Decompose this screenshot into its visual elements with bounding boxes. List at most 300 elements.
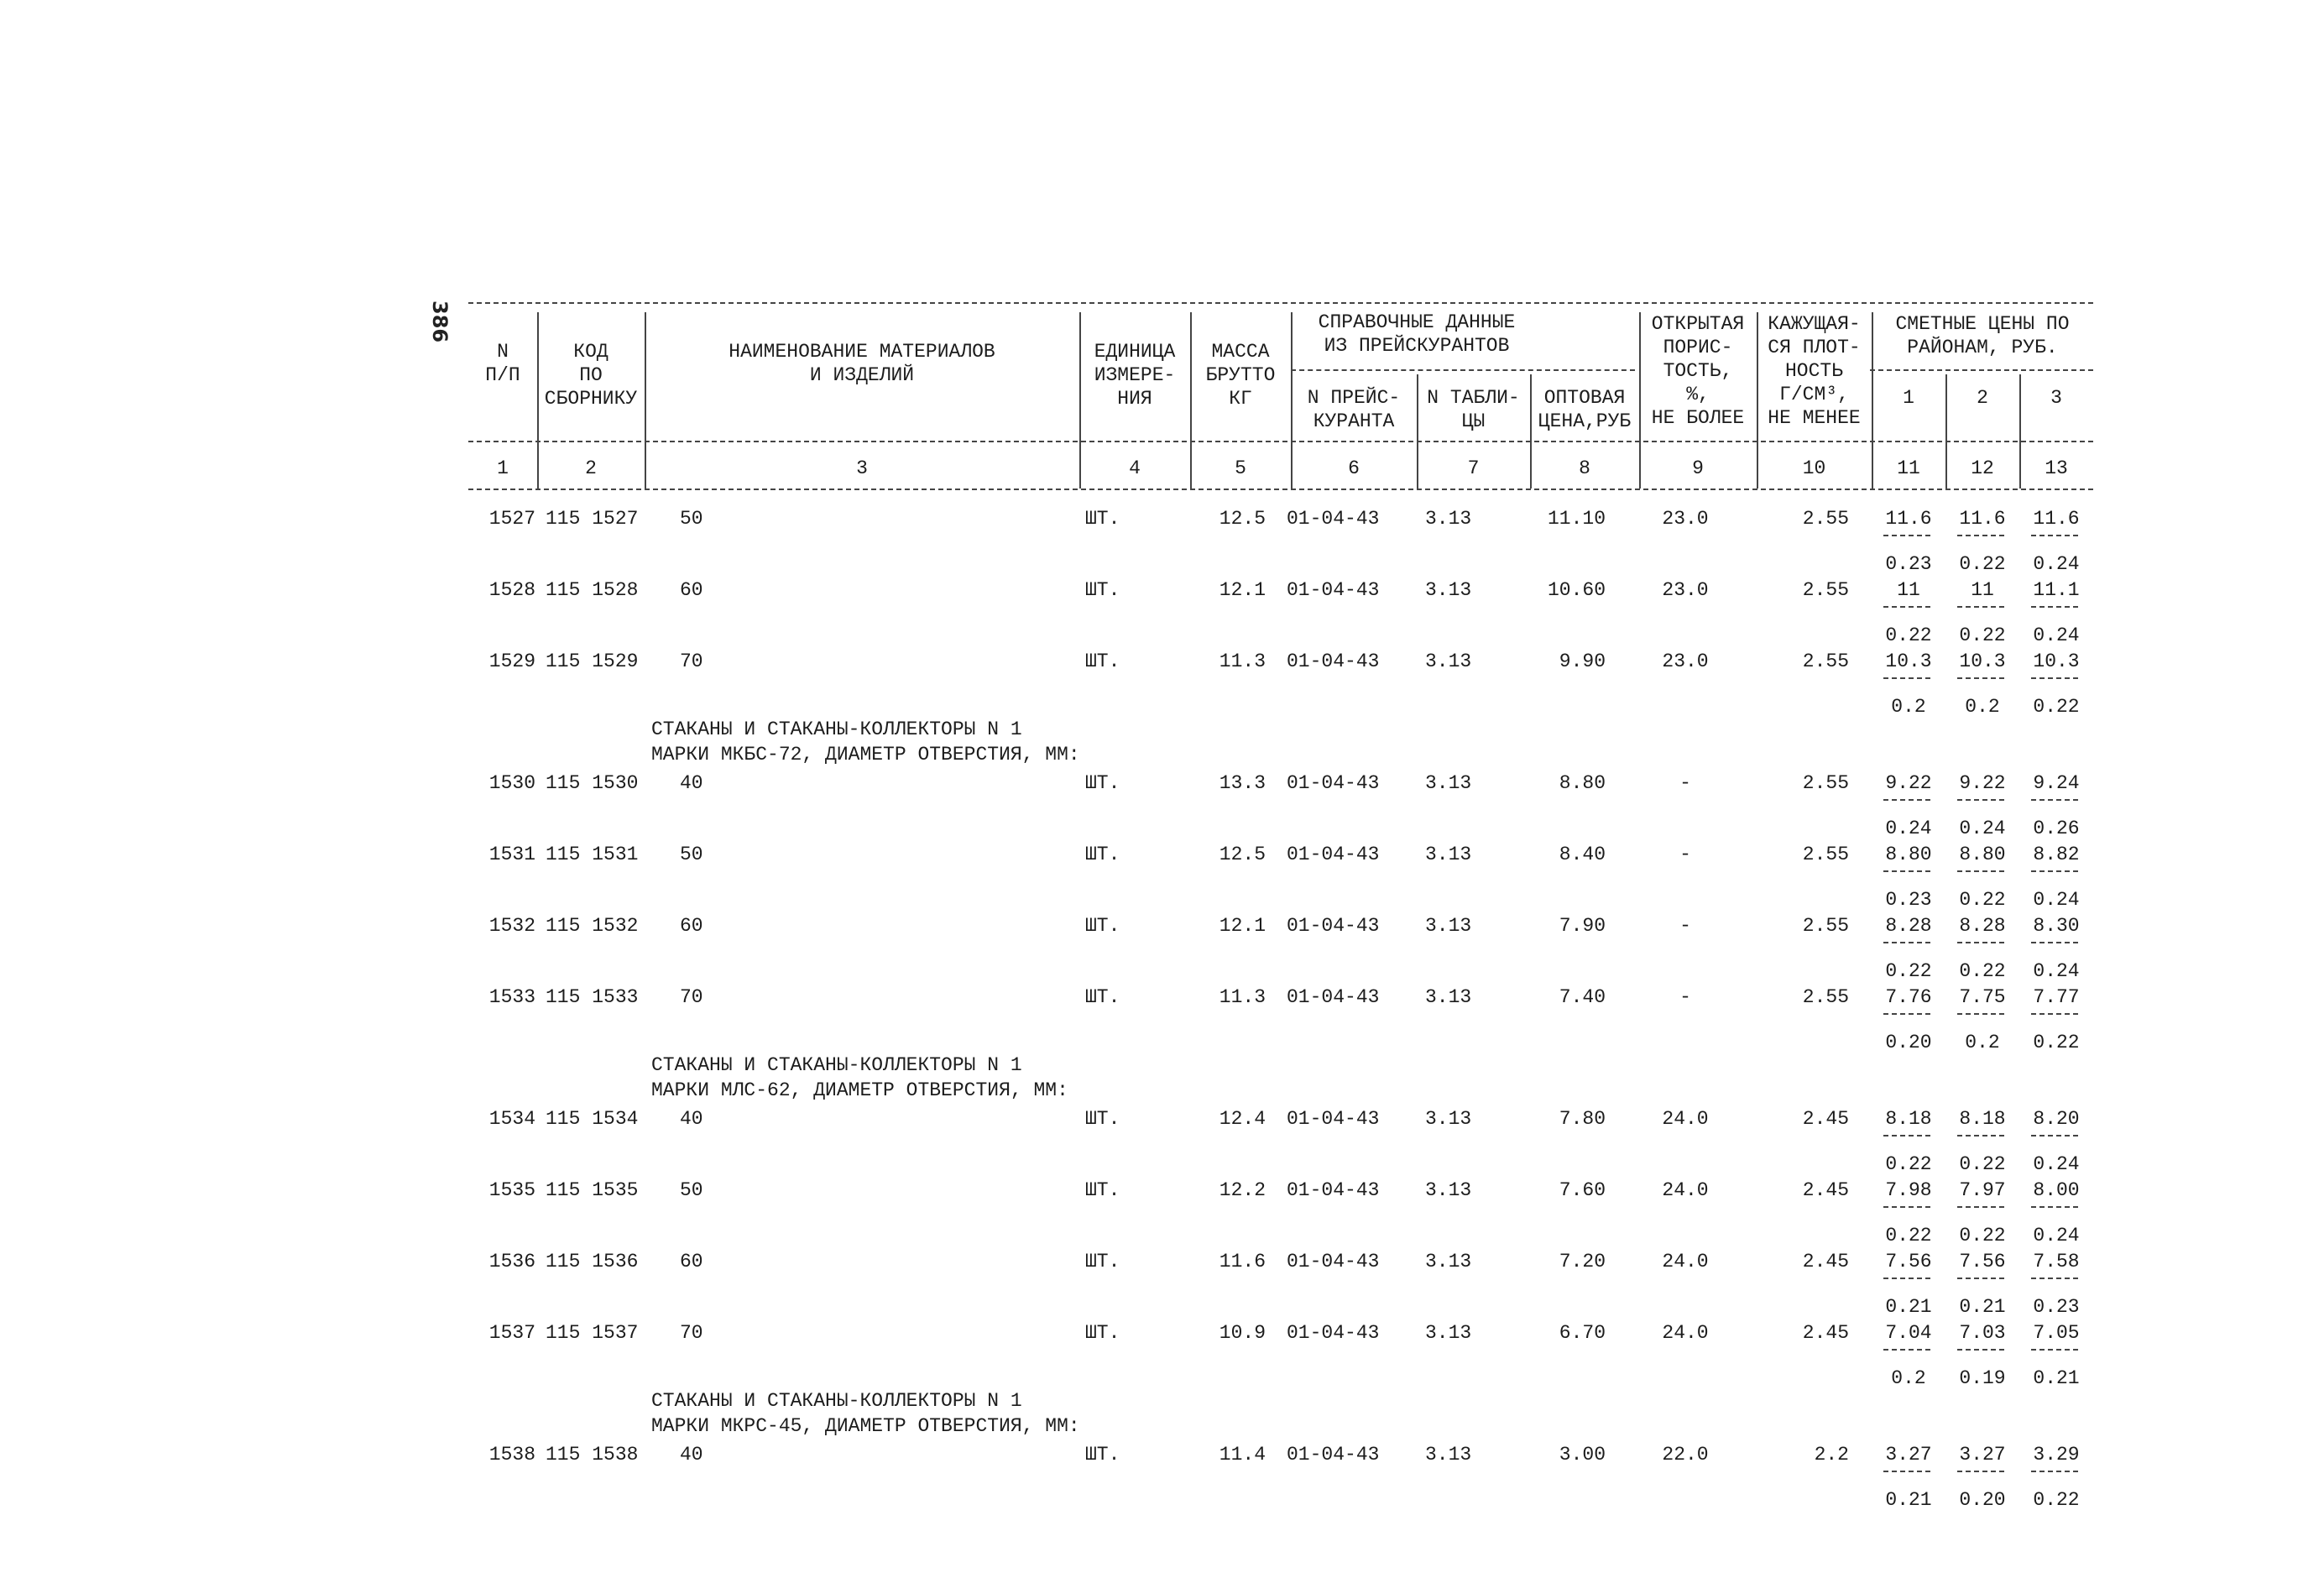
price-p1	[1875, 1108, 1942, 1178]
cell-wholesale: 7.80	[1559, 1108, 1606, 1130]
fraction-bar	[2031, 1349, 2078, 1351]
fraction-bar	[1883, 1471, 1930, 1472]
col-number: 6	[1348, 457, 1360, 479]
cell-wholesale: 7.90	[1559, 915, 1606, 937]
cell-price-list: 01-04-43	[1287, 579, 1380, 601]
price-value: 11	[1971, 579, 1994, 601]
price-sub-value: 0.22	[1885, 960, 1932, 982]
cell-unit: ШТ.	[1085, 986, 1120, 1008]
fraction-bar	[2031, 1278, 2078, 1279]
fraction-bar	[1883, 1135, 1930, 1136]
fraction-bar	[1957, 1135, 2004, 1136]
col-number: 1	[497, 457, 509, 479]
cell-price-list: 01-04-43	[1287, 1179, 1380, 1201]
cell-porosity: 24.0	[1662, 1322, 1709, 1344]
cell-wholesale: 9.90	[1559, 651, 1606, 672]
price-sub-value: 0.22	[1959, 553, 2006, 575]
price-p1	[1875, 508, 1942, 578]
price-sub-value: 0.22	[2033, 1032, 2080, 1053]
cell-unit: ШТ.	[1085, 1322, 1120, 1344]
cell-wholesale: 8.80	[1559, 772, 1606, 794]
section-line: СТАКАНЫ И СТАКАНЫ-КОЛЛЕКТОРЫ N 1	[651, 1054, 1022, 1076]
fraction-bar	[1957, 606, 2004, 608]
cell-table: 3.13	[1425, 1322, 1472, 1344]
cell-table: 3.13	[1425, 772, 1472, 794]
price-p3	[2023, 508, 2090, 578]
price-sub-value: 0.20	[1885, 1032, 1932, 1053]
price-sub-value: 0.22	[1959, 624, 2006, 646]
price-value: 3.29	[2033, 1444, 2080, 1466]
price-p1	[1875, 986, 1942, 1057]
price-sub-value: 0.24	[2033, 624, 2080, 646]
cell-unit: ШТ.	[1085, 772, 1120, 794]
cell-table: 3.13	[1425, 1179, 1472, 1201]
cell-porosity: 23.0	[1662, 508, 1709, 530]
price-sub-value: 0.21	[1959, 1296, 2006, 1318]
cell-code: 115 1527	[546, 508, 639, 530]
fraction-bar	[1957, 677, 2004, 679]
fraction-bar	[1957, 1013, 2004, 1015]
price-sub-value: 0.24	[2033, 960, 2080, 982]
cell-wholesale: 7.60	[1559, 1179, 1606, 1201]
cell-mass: 13.3	[1219, 772, 1266, 794]
price-sub-value: 0.22	[1885, 1225, 1932, 1246]
price-p1	[1875, 772, 1942, 843]
price-p2	[1949, 508, 2016, 578]
cell-density: 2.45	[1802, 1322, 1849, 1344]
price-value: 8.80	[1885, 844, 1932, 865]
cell-n: 1527	[488, 508, 535, 530]
cell-wholesale: 11.10	[1547, 508, 1606, 530]
price-p2	[1949, 1251, 2016, 1321]
price-sub-value: 0.2	[1891, 696, 1926, 718]
cell-table: 3.13	[1425, 844, 1472, 865]
fraction-bar	[1957, 870, 2004, 872]
price-p2	[1949, 772, 2016, 843]
header-col11: 1	[1903, 387, 1914, 409]
price-sub-value: 0.22	[2033, 1489, 2080, 1511]
section-line: СТАКАНЫ И СТАКАНЫ-КОЛЛЕКТОРЫ N 1	[651, 1390, 1022, 1412]
price-p1	[1875, 1179, 1942, 1250]
header-col12: 2	[1977, 387, 1988, 409]
cell-unit: ШТ.	[1085, 1108, 1120, 1130]
price-value: 7.03	[1959, 1322, 2006, 1344]
header-col10: КАЖУЩАЯ- СЯ ПЛОТ- НОСТЬ Г/СМ³, НЕ МЕНЕЕ	[1768, 313, 1861, 429]
cell-porosity: 22.0	[1662, 1444, 1709, 1466]
cell-porosity: 23.0	[1662, 579, 1709, 601]
price-value: 7.76	[1885, 986, 1932, 1008]
cell-porosity: -	[1679, 986, 1691, 1008]
price-value: 7.56	[1885, 1251, 1932, 1272]
fraction-bar	[2031, 942, 2078, 943]
cell-code: 115 1536	[546, 1251, 639, 1272]
cell-price-list: 01-04-43	[1287, 1322, 1380, 1344]
cell-price-list: 01-04-43	[1287, 986, 1380, 1008]
fraction-bar	[1883, 1013, 1930, 1015]
price-p3	[2023, 772, 2090, 843]
table-row	[468, 1444, 2093, 1511]
table-row	[468, 1108, 2093, 1175]
col-number: 8	[1579, 457, 1590, 479]
price-p3	[2023, 1108, 2090, 1178]
price-value: 7.98	[1885, 1179, 1932, 1201]
cell-wholesale: 7.20	[1559, 1251, 1606, 1272]
price-p3	[2023, 651, 2090, 721]
cell-n: 1535	[488, 1179, 535, 1201]
header-col7: N ТАБЛИ- ЦЫ	[1427, 387, 1520, 432]
price-value: 11.1	[2033, 579, 2080, 601]
cell-code: 115 1531	[546, 844, 639, 865]
cell-price-list: 01-04-43	[1287, 1251, 1380, 1272]
price-sub-value: 0.23	[1885, 553, 1932, 575]
cell-unit: ШТ.	[1085, 579, 1120, 601]
cell-table: 3.13	[1425, 1444, 1472, 1466]
price-p3	[2023, 915, 2090, 985]
cell-wholesale: 8.40	[1559, 844, 1606, 865]
fraction-bar	[1957, 1349, 2004, 1351]
cell-code: 115 1534	[546, 1108, 639, 1130]
table-row	[468, 772, 2093, 839]
header-col4: ЕДИНИЦА ИЗМЕРЕ- НИЯ	[1094, 341, 1176, 410]
col-number: 12	[1971, 457, 1994, 479]
price-sub-value: 0.24	[1959, 818, 2006, 839]
price-value: 7.56	[1959, 1251, 2006, 1272]
fraction-bar	[1883, 1349, 1930, 1351]
fraction-bar	[1883, 1206, 1930, 1208]
price-p2	[1949, 1444, 2016, 1514]
price-p3	[2023, 1322, 2090, 1393]
price-value: 3.27	[1885, 1444, 1932, 1466]
cell-unit: ШТ.	[1085, 651, 1120, 672]
fraction-bar	[1883, 1278, 1930, 1279]
price-sub-value: 0.23	[2033, 1296, 2080, 1318]
price-p1	[1875, 915, 1942, 985]
price-value: 9.22	[1885, 772, 1932, 794]
cell-unit: ШТ.	[1085, 508, 1120, 530]
cell-code: 115 1533	[546, 986, 639, 1008]
cell-name: 70	[680, 1322, 703, 1344]
cell-wholesale: 3.00	[1559, 1444, 1606, 1466]
price-p2	[1949, 986, 2016, 1057]
table-row	[468, 579, 2093, 646]
price-sub-value: 0.24	[2033, 1153, 2080, 1175]
price-sub-value: 0.22	[1885, 624, 1932, 646]
fraction-bar	[1957, 1206, 2004, 1208]
col-number: 13	[2045, 457, 2068, 479]
cell-density: 2.55	[1802, 508, 1849, 530]
price-value: 3.27	[1959, 1444, 2006, 1466]
cell-unit: ШТ.	[1085, 1444, 1120, 1466]
fraction-bar	[2031, 1206, 2078, 1208]
fraction-bar	[2031, 870, 2078, 872]
cell-density: 2.55	[1802, 579, 1849, 601]
price-sub-value: 0.2	[1965, 1032, 2000, 1053]
price-p1	[1875, 1251, 1942, 1321]
price-table	[468, 294, 2093, 1511]
price-p3	[2023, 1179, 2090, 1250]
price-sub-value: 0.2	[1891, 1367, 1926, 1389]
header-mid-rule	[468, 441, 2093, 442]
table-row	[468, 915, 2093, 982]
fraction-bar	[1957, 942, 2004, 943]
header-col9: ОТКРЫТАЯ ПОРИС- ТОСТЬ, %, НЕ БОЛЕЕ	[1651, 313, 1745, 429]
price-sub-value: 0.22	[2033, 696, 2080, 718]
price-sub-value: 0.23	[1885, 889, 1932, 911]
table-row	[468, 844, 2093, 911]
cell-name: 50	[680, 508, 703, 530]
price-sub-value: 0.2	[1965, 696, 2000, 718]
cell-table: 3.13	[1425, 1108, 1472, 1130]
table-row	[468, 1179, 2093, 1246]
cell-mass: 12.5	[1219, 844, 1266, 865]
price-p2	[1949, 1322, 2016, 1393]
cell-density: 2.45	[1802, 1251, 1849, 1272]
cell-mass: 12.2	[1219, 1179, 1266, 1201]
fraction-bar	[1883, 535, 1930, 536]
cell-table: 3.13	[1425, 579, 1472, 601]
price-p2	[1949, 1179, 2016, 1250]
cell-mass: 11.4	[1219, 1444, 1266, 1466]
price-value: 11.6	[2033, 508, 2080, 530]
section-line: МАРКИ МЛС-62, ДИАМЕТР ОТВЕРСТИЯ, ММ:	[651, 1079, 1068, 1101]
cell-table: 3.13	[1425, 915, 1472, 937]
header-col3: НАИМЕНОВАНИЕ МАТЕРИАЛОВ И ИЗДЕЛИЙ	[729, 341, 995, 386]
cell-mass: 12.1	[1219, 579, 1266, 601]
cell-n: 1538	[488, 1444, 535, 1466]
cell-name: 70	[680, 651, 703, 672]
price-p1	[1875, 1322, 1942, 1393]
cell-porosity: -	[1679, 844, 1691, 865]
fraction-bar	[1957, 535, 2004, 536]
cell-code: 115 1537	[546, 1322, 639, 1344]
cell-wholesale: 7.40	[1559, 986, 1606, 1008]
fraction-bar	[1957, 1471, 2004, 1472]
cell-n: 1533	[488, 986, 535, 1008]
cell-n: 1537	[488, 1322, 535, 1344]
header-top-rule	[468, 302, 2093, 304]
fraction-bar	[2031, 1135, 2078, 1136]
cell-unit: ШТ.	[1085, 915, 1120, 937]
cell-table: 3.13	[1425, 651, 1472, 672]
header-col6: N ПРЕЙС- КУРАНТА	[1307, 387, 1401, 432]
cell-name: 60	[680, 1251, 703, 1272]
fraction-bar	[1957, 799, 2004, 801]
cell-porosity: 23.0	[1662, 651, 1709, 672]
cell-price-list: 01-04-43	[1287, 1108, 1380, 1130]
price-p3	[2023, 1251, 2090, 1321]
cell-density: 2.55	[1802, 915, 1849, 937]
price-p3	[2023, 986, 2090, 1057]
price-p3	[2023, 1444, 2090, 1514]
price-sub-value: 0.24	[1885, 818, 1932, 839]
fraction-bar	[2031, 535, 2078, 536]
fraction-bar	[2031, 799, 2078, 801]
cell-porosity: 24.0	[1662, 1179, 1709, 1201]
page-number: 386	[428, 300, 452, 343]
cell-density: 2.55	[1802, 772, 1849, 794]
price-p2	[1949, 844, 2016, 914]
price-value: 7.77	[2033, 986, 2080, 1008]
cell-price-list: 01-04-43	[1287, 508, 1380, 530]
price-value: 8.00	[2033, 1179, 2080, 1201]
cell-wholesale: 6.70	[1559, 1322, 1606, 1344]
cell-code: 115 1535	[546, 1179, 639, 1201]
header-col13: 3	[2050, 387, 2062, 409]
price-sub-value: 0.24	[2033, 1225, 2080, 1246]
price-value: 7.58	[2033, 1251, 2080, 1272]
price-p3	[2023, 844, 2090, 914]
cell-density: 2.45	[1802, 1108, 1849, 1130]
cell-code: 115 1530	[546, 772, 639, 794]
price-value: 11.6	[1959, 508, 2006, 530]
price-value: 8.18	[1959, 1108, 2006, 1130]
cell-mass: 11.3	[1219, 986, 1266, 1008]
cell-name: 60	[680, 579, 703, 601]
cell-price-list: 01-04-43	[1287, 915, 1380, 937]
cell-price-list: 01-04-43	[1287, 651, 1380, 672]
price-p1	[1875, 651, 1942, 721]
section-line: СТАКАНЫ И СТАКАНЫ-КОЛЛЕКТОРЫ N 1	[651, 718, 1022, 740]
price-sub-value: 0.22	[1959, 960, 2006, 982]
cell-n: 1531	[488, 844, 535, 865]
price-sub-value: 0.19	[1959, 1367, 2006, 1389]
cell-n: 1528	[488, 579, 535, 601]
cell-density: 2.55	[1802, 986, 1849, 1008]
header-col1: N П/П	[485, 341, 520, 386]
price-group-rule	[1870, 369, 2093, 371]
price-value: 10.3	[2033, 651, 2080, 672]
price-value: 9.22	[1959, 772, 2006, 794]
cell-porosity: -	[1679, 915, 1691, 937]
col-number: 9	[1692, 457, 1704, 479]
cell-mass: 12.5	[1219, 508, 1266, 530]
cell-unit: ШТ.	[1085, 1251, 1120, 1272]
cell-mass: 10.9	[1219, 1322, 1266, 1344]
header-price-group: СМЕТНЫЕ ЦЕНЫ ПО РАЙОНАМ, РУБ.	[1895, 313, 2070, 358]
cell-n: 1536	[488, 1251, 535, 1272]
price-sub-value: 0.24	[2033, 889, 2080, 911]
header-bottom-rule	[468, 489, 2093, 490]
price-p3	[2023, 579, 2090, 650]
price-sub-value: 0.24	[2033, 553, 2080, 575]
price-sub-value: 0.21	[1885, 1296, 1932, 1318]
table-header	[468, 294, 2093, 495]
price-p2	[1949, 651, 2016, 721]
price-value: 11.6	[1885, 508, 1932, 530]
price-value: 8.28	[1959, 915, 2006, 937]
table-row	[468, 1322, 2093, 1389]
cell-code: 115 1529	[546, 651, 639, 672]
col-number: 2	[585, 457, 597, 479]
fraction-bar	[2031, 1471, 2078, 1472]
price-value: 8.82	[2033, 844, 2080, 865]
price-value: 10.3	[1885, 651, 1932, 672]
cell-unit: ШТ.	[1085, 844, 1120, 865]
fraction-bar	[1883, 606, 1930, 608]
cell-name: 40	[680, 1108, 703, 1130]
cell-price-list: 01-04-43	[1287, 1444, 1380, 1466]
cell-density: 2.55	[1802, 844, 1849, 865]
table-row	[468, 651, 2093, 718]
price-value: 7.97	[1959, 1179, 2006, 1201]
cell-code: 115 1538	[546, 1444, 639, 1466]
cell-name: 40	[680, 772, 703, 794]
cell-n: 1534	[488, 1108, 535, 1130]
table-row	[468, 508, 2093, 575]
section-heading	[651, 717, 1080, 767]
price-p2	[1949, 1108, 2016, 1178]
header-col8: ОПТОВАЯ ЦЕНА,РУБ	[1538, 387, 1632, 432]
cell-porosity: -	[1679, 772, 1691, 794]
header-col5: МАССА БРУТТО КГ	[1205, 341, 1276, 410]
price-sub-value: 0.22	[1959, 1225, 2006, 1246]
table-row	[468, 986, 2093, 1053]
cell-porosity: 24.0	[1662, 1108, 1709, 1130]
price-p1	[1875, 1444, 1942, 1514]
cell-table: 3.13	[1425, 1251, 1472, 1272]
cell-code: 115 1532	[546, 915, 639, 937]
fraction-bar	[1883, 942, 1930, 943]
section-heading	[651, 1053, 1068, 1103]
price-value: 7.04	[1885, 1322, 1932, 1344]
price-value: 7.75	[1959, 986, 2006, 1008]
price-value: 8.20	[2033, 1108, 2080, 1130]
fraction-bar	[2031, 677, 2078, 679]
price-value: 8.30	[2033, 915, 2080, 937]
price-p2	[1949, 915, 2016, 985]
cell-unit: ШТ.	[1085, 1179, 1120, 1201]
price-p1	[1875, 579, 1942, 650]
cell-name: 60	[680, 915, 703, 937]
price-sub-value: 0.26	[2033, 818, 2080, 839]
cell-porosity: 24.0	[1662, 1251, 1709, 1272]
cell-mass: 12.1	[1219, 915, 1266, 937]
ref-group-rule	[1291, 369, 1635, 371]
price-value: 10.3	[1959, 651, 2006, 672]
cell-density: 2.55	[1802, 651, 1849, 672]
fraction-bar	[1957, 1278, 2004, 1279]
price-value: 9.24	[2033, 772, 2080, 794]
col-number: 4	[1129, 457, 1141, 479]
price-p2	[1949, 579, 2016, 650]
table-row	[468, 1251, 2093, 1318]
col-number: 11	[1897, 457, 1920, 479]
section-heading	[651, 1388, 1080, 1439]
col-number: 10	[1802, 457, 1826, 479]
price-value: 8.28	[1885, 915, 1932, 937]
cell-price-list: 01-04-43	[1287, 844, 1380, 865]
fraction-bar	[2031, 606, 2078, 608]
cell-name: 50	[680, 844, 703, 865]
cell-name: 70	[680, 986, 703, 1008]
fraction-bar	[1883, 799, 1930, 801]
cell-n: 1532	[488, 915, 535, 937]
price-value: 11	[1897, 579, 1920, 601]
cell-table: 3.13	[1425, 986, 1472, 1008]
price-sub-value: 0.21	[1885, 1489, 1932, 1511]
col-number: 3	[856, 457, 868, 479]
price-value: 8.18	[1885, 1108, 1932, 1130]
fraction-bar	[1883, 870, 1930, 872]
fraction-bar	[2031, 1013, 2078, 1015]
header-col2: КОД ПО СБОРНИКУ	[544, 341, 638, 410]
price-sub-value: 0.21	[2033, 1367, 2080, 1389]
price-sub-value: 0.22	[1959, 889, 2006, 911]
col-number: 7	[1467, 457, 1480, 479]
section-line: МАРКИ МКРС-45, ДИАМЕТР ОТВЕРСТИЯ, ММ:	[651, 1415, 1080, 1437]
cell-mass: 11.6	[1219, 1251, 1266, 1272]
cell-density: 2.45	[1802, 1179, 1849, 1201]
